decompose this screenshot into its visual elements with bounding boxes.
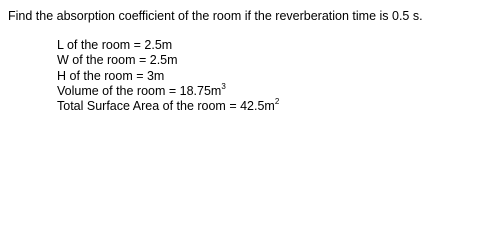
room-details-list bbox=[57, 38, 279, 114]
room-height-text: H of the room = 3m bbox=[57, 68, 165, 83]
room-length-text: L of the room = 2.5m bbox=[57, 38, 173, 52]
room-surface-area-text: Total Surface Area of the room = 42.5m bbox=[57, 99, 275, 114]
room-length-line bbox=[57, 38, 279, 53]
room-width-text: W of the room = 2.5m bbox=[57, 53, 178, 68]
room-height-line bbox=[57, 69, 279, 84]
room-surface-area-line bbox=[57, 99, 279, 114]
room-width-line bbox=[57, 53, 279, 68]
room-volume-exponent: 3 bbox=[221, 81, 226, 91]
question-text: Find the absorption coefficient of the room if the reverberation time is 0.5 s. bbox=[8, 9, 423, 23]
room-volume-line bbox=[57, 81, 279, 99]
room-volume-text: Volume of the room = 18.75m bbox=[57, 83, 222, 98]
room-surface-area-exponent: 2 bbox=[274, 97, 280, 107]
